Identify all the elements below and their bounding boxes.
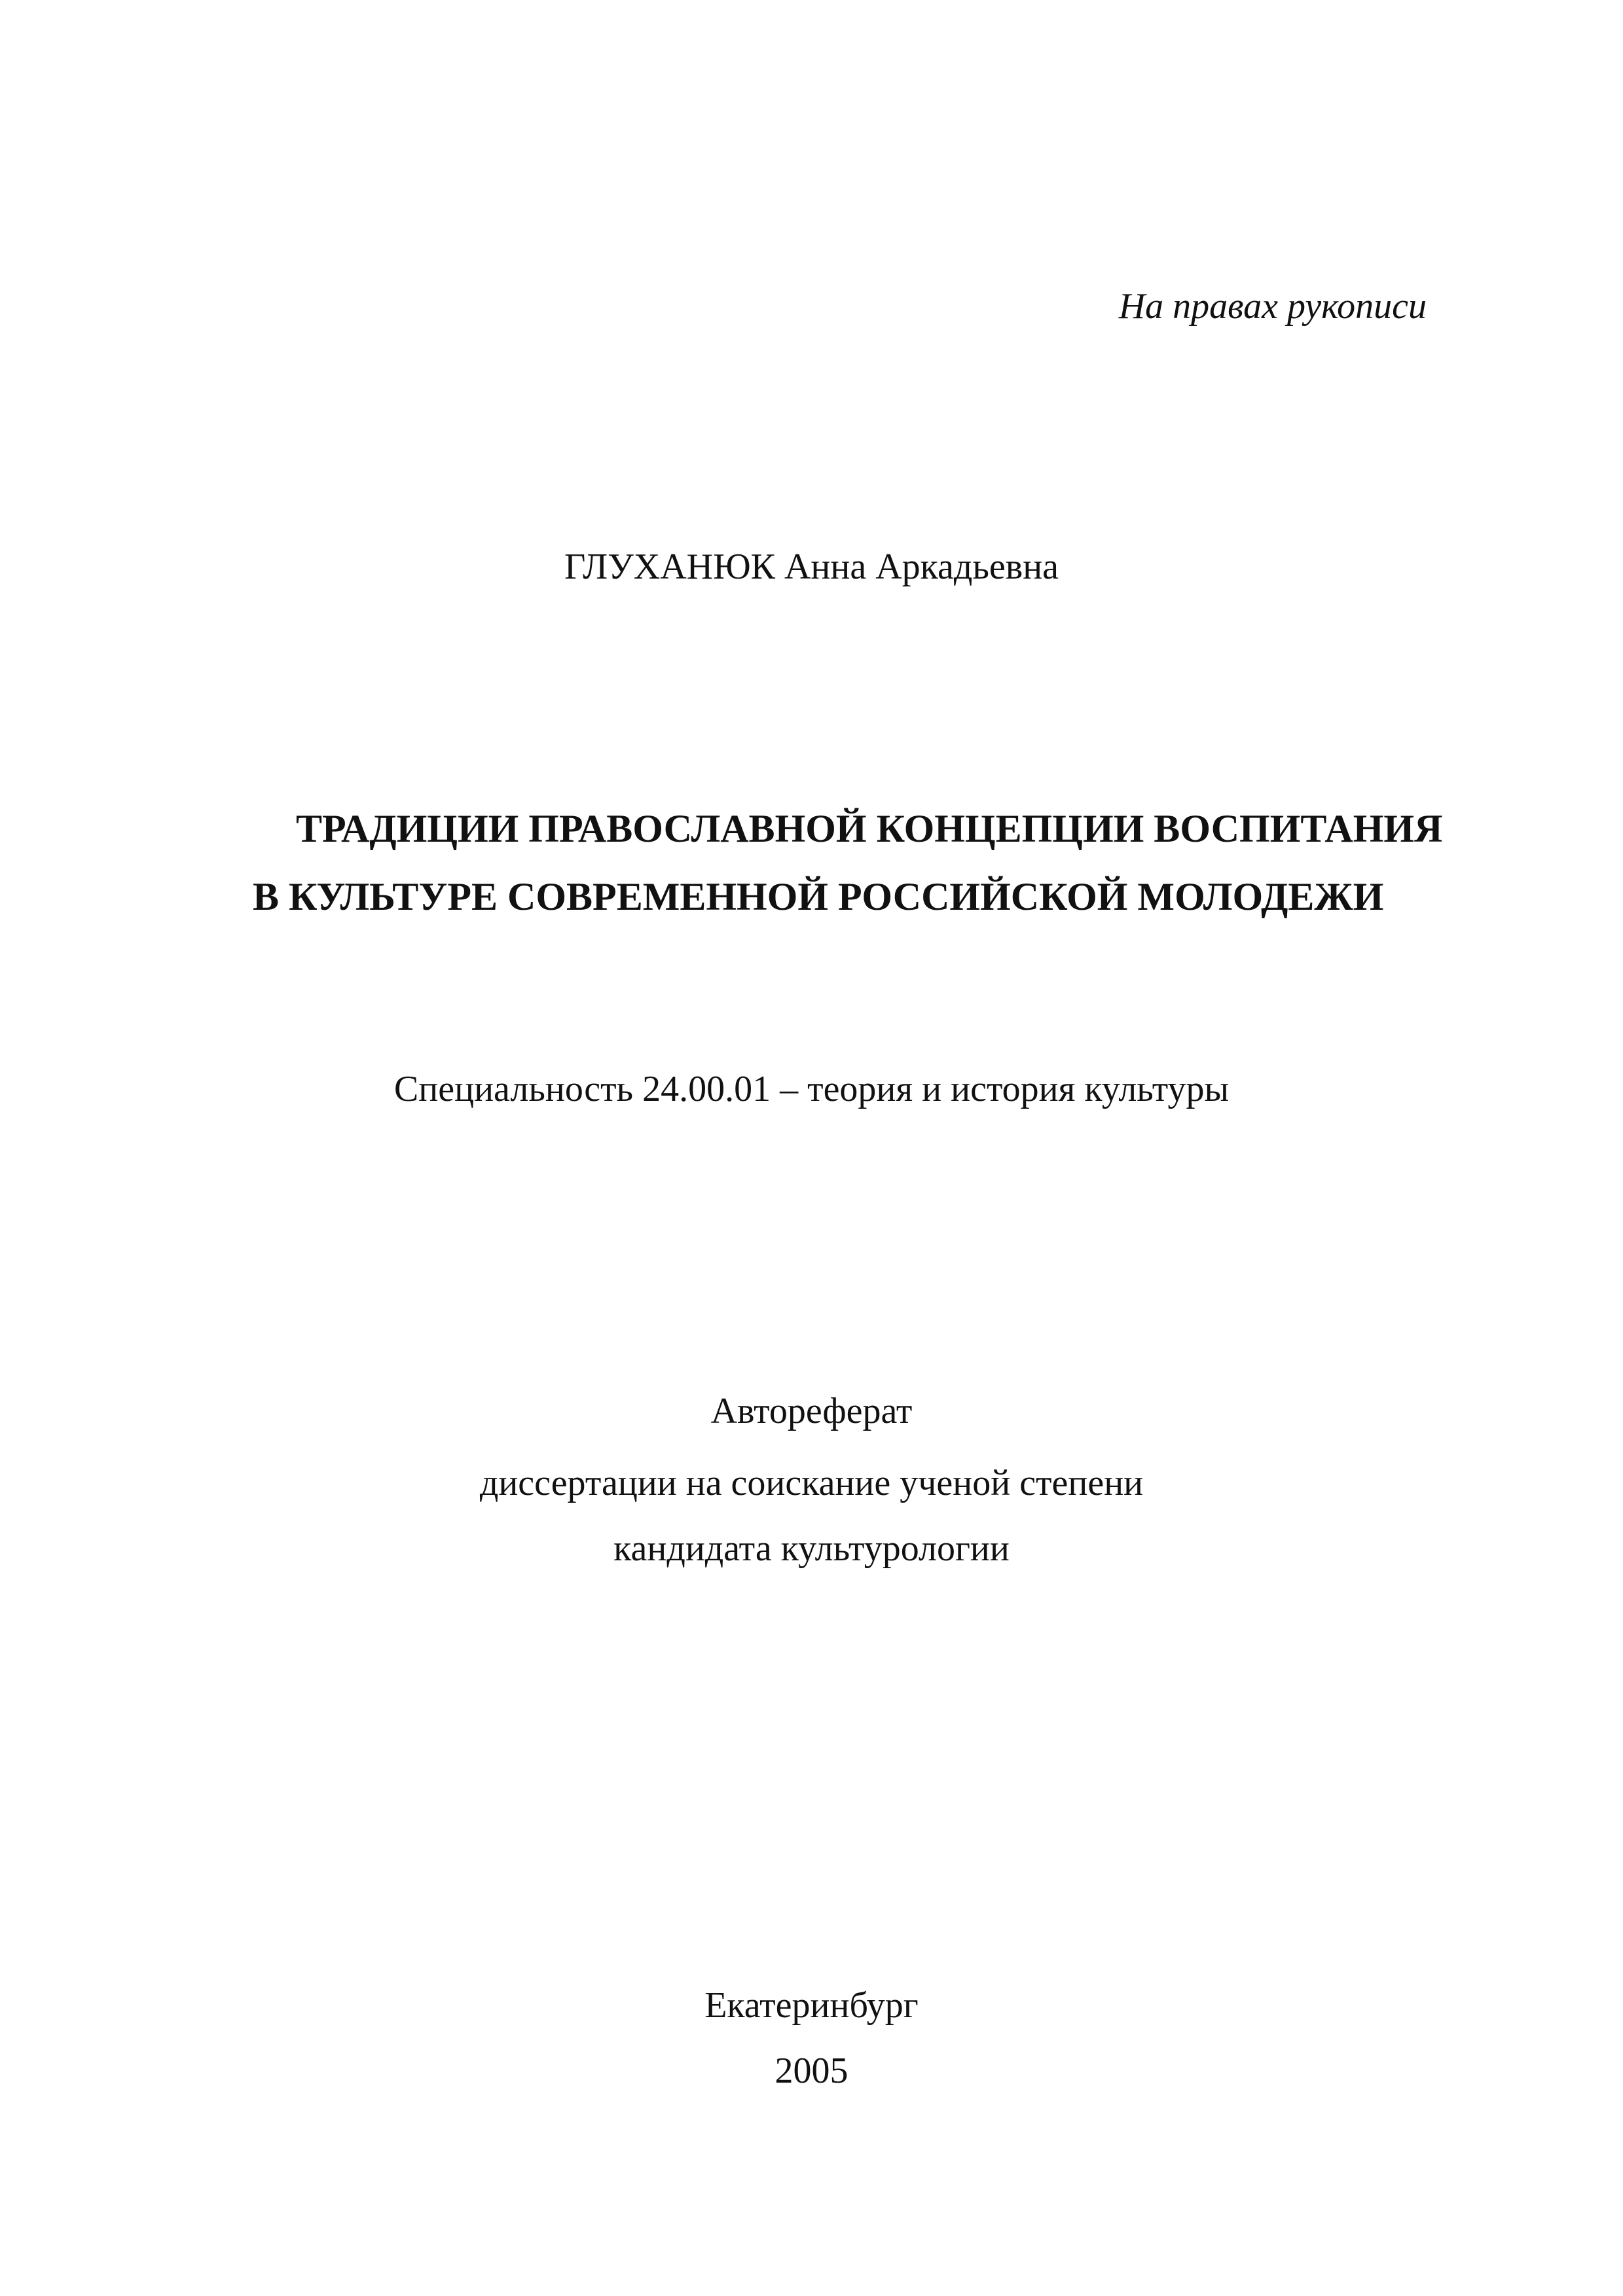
- document-type: Автореферат: [710, 1391, 913, 1431]
- dissertation-title-line-2: В КУЛЬТУРЕ СОВРЕМЕННОЙ РОССИЙСКОЙ МОЛОДЕЖИ: [253, 875, 1384, 918]
- academic-degree: кандидата культурологии: [613, 1528, 1010, 1569]
- dissertation-title-line-1: ТРАДИЦИИ ПРАВОСЛАВНОЙ КОНЦЕПЦИИ ВОСПИТАНИЯ: [296, 807, 1443, 850]
- author-name: ГЛУХАНЮК Анна Аркадьевна: [564, 547, 1059, 587]
- manuscript-note: На правах рукописи: [1118, 286, 1427, 327]
- document-purpose: диссертации на соискание ученой степени: [479, 1463, 1144, 1503]
- city: Екатеринбург: [704, 1985, 919, 2026]
- year: 2005: [775, 2051, 848, 2091]
- specialty: Специальность 24.00.01 – теория и история культуры: [393, 1069, 1230, 1109]
